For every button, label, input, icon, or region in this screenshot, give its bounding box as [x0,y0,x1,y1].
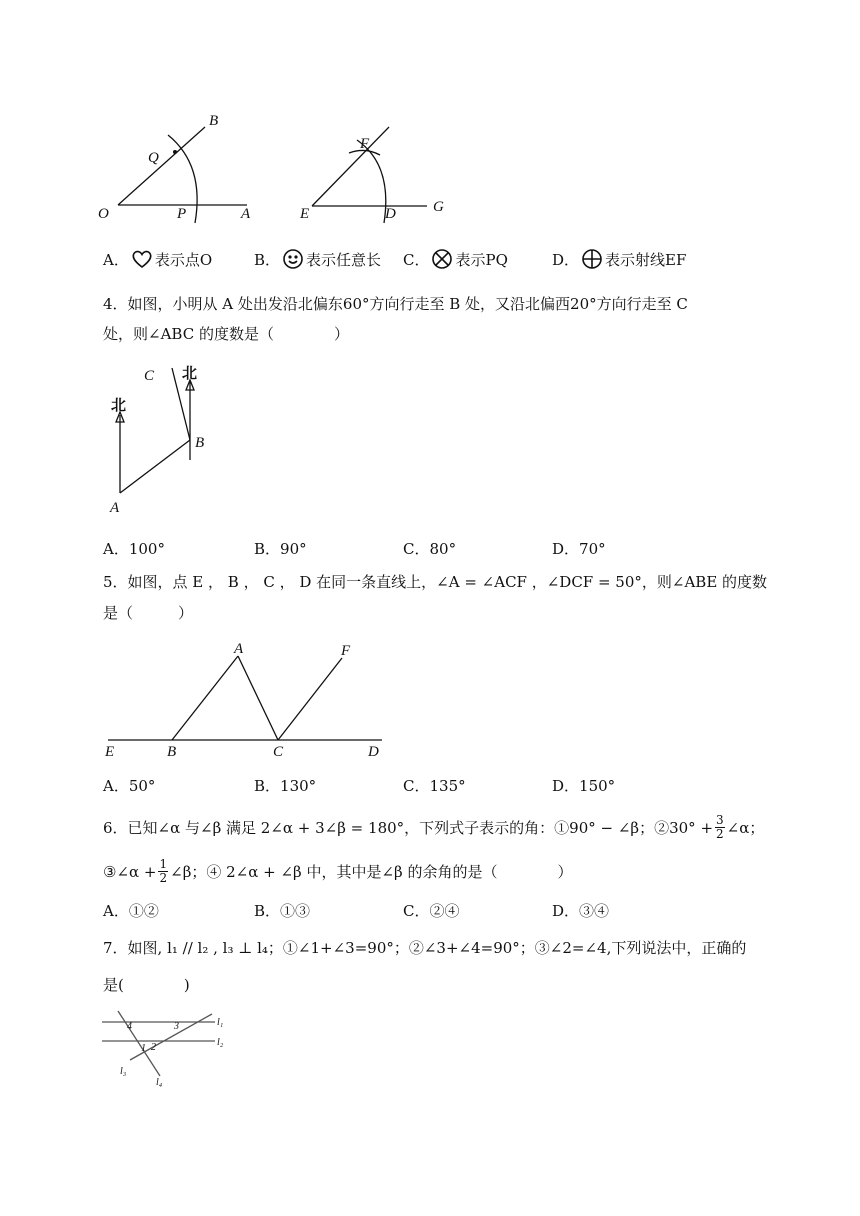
label-A: A [110,500,120,516]
q4-option-a[interactable]: A．100° [103,540,165,558]
label-A: A [234,641,244,657]
q5-option-d[interactable]: D．150° [552,777,616,795]
north-label-a: 北 [111,396,127,414]
label-E: E [300,206,310,222]
q7-stem-line1: 7．如图, l₁ // l₂ , l₃ ⊥ l₄；①∠1+∠3=90°；②∠3+∠4=90°；③∠2=∠4,下列说法中，正确的 [103,939,747,957]
q7-figure-parallel-lines [100,1008,235,1088]
label-A: A [241,206,251,222]
q4-stem-line2: 处，则∠ABC 的度数是（ ） [103,325,349,343]
q5-stem-line2: 是（ ） [103,604,194,622]
smiley-icon [282,248,304,270]
q4-option-c[interactable]: C．80° [403,540,457,558]
label-C: C [273,744,284,760]
q5-option-a[interactable]: A．50° [103,777,156,795]
line-label-l4: l₄ [156,1077,163,1088]
q4-option-b[interactable]: B．90° [254,540,307,558]
angle-label-4: 4 [127,1021,132,1032]
q5-option-c[interactable]: C．135° [403,777,466,795]
label-E: E [105,744,115,760]
label-O: O [98,206,109,222]
label-B: B [167,744,177,760]
label-B: B [209,113,219,129]
q3-option-b[interactable]: B． 表示任意长 [254,248,381,270]
q4-figure-direction [100,360,220,520]
label-F: F [341,643,351,659]
label-D: D [385,206,396,222]
q6-option-c[interactable]: C．②④ [403,902,460,920]
line-label-l3: l₃ [120,1066,127,1077]
q3-option-a[interactable]: A． 表示点O [103,248,212,270]
line-label-l1: l₁ [217,1017,224,1028]
q5-option-b[interactable]: B．130° [254,777,317,795]
circled-plus-icon [581,248,603,270]
angle-label-3: 3 [174,1021,179,1032]
q6-stem-line2: ③∠α + $\frac{1}{2}$ ∠β；④ 2∠α + ∠β 中，其中是∠β 的余角的是（ ） [103,857,573,885]
angle-label-2: 2 [151,1042,156,1053]
q7-stem-line2: 是( ) [103,976,190,994]
q6-option-b[interactable]: B．①③ [254,902,311,920]
label-D: D [368,744,379,760]
label-F: F [360,136,370,152]
q6-option-d[interactable]: D．③④ [552,902,610,920]
q5-stem-line1: 5．如图，点 E ， B ， C ， D 在同一条直线上，∠A = ∠ACF ，∠DCF = 50°，则∠ABE 的度数 [103,573,768,591]
q3-option-d[interactable]: D． 表示射线EF [552,248,686,270]
label-P: P [177,206,187,222]
circled-x-icon [431,248,453,270]
fraction: $\frac{3}{2}$ [716,813,724,841]
label-C: C [144,368,155,384]
label-B: B [195,435,205,451]
label-G: G [433,199,444,215]
heart-icon [131,248,153,270]
label-Q: Q [148,150,159,166]
q6-option-a[interactable]: A．①② [103,902,159,920]
north-label-b: 北 [182,364,198,382]
q4-stem-line1: 4．如图，小明从 A 处出发沿北偏东60°方向行走至 B 处，又沿北偏西20°方向行走至 C [103,295,688,313]
q3-figure-arc-construction [95,105,465,230]
line-label-l2: l₂ [217,1037,224,1048]
q4-option-d[interactable]: D．70° [552,540,606,558]
angle-label-1: 1 [141,1043,146,1054]
q5-figure-straight-line [100,638,390,763]
q6-stem-line1: 6．已知∠α 与∠β 满足 2∠α + 3∠β = 180°，下列式子表示的角：①90° − ∠β；②30° + $\frac{3}{2}$ ∠α； [103,813,765,841]
q3-option-c[interactable]: C． 表示PQ [403,248,508,270]
fraction: $\frac{1}{2}$ [159,857,168,885]
